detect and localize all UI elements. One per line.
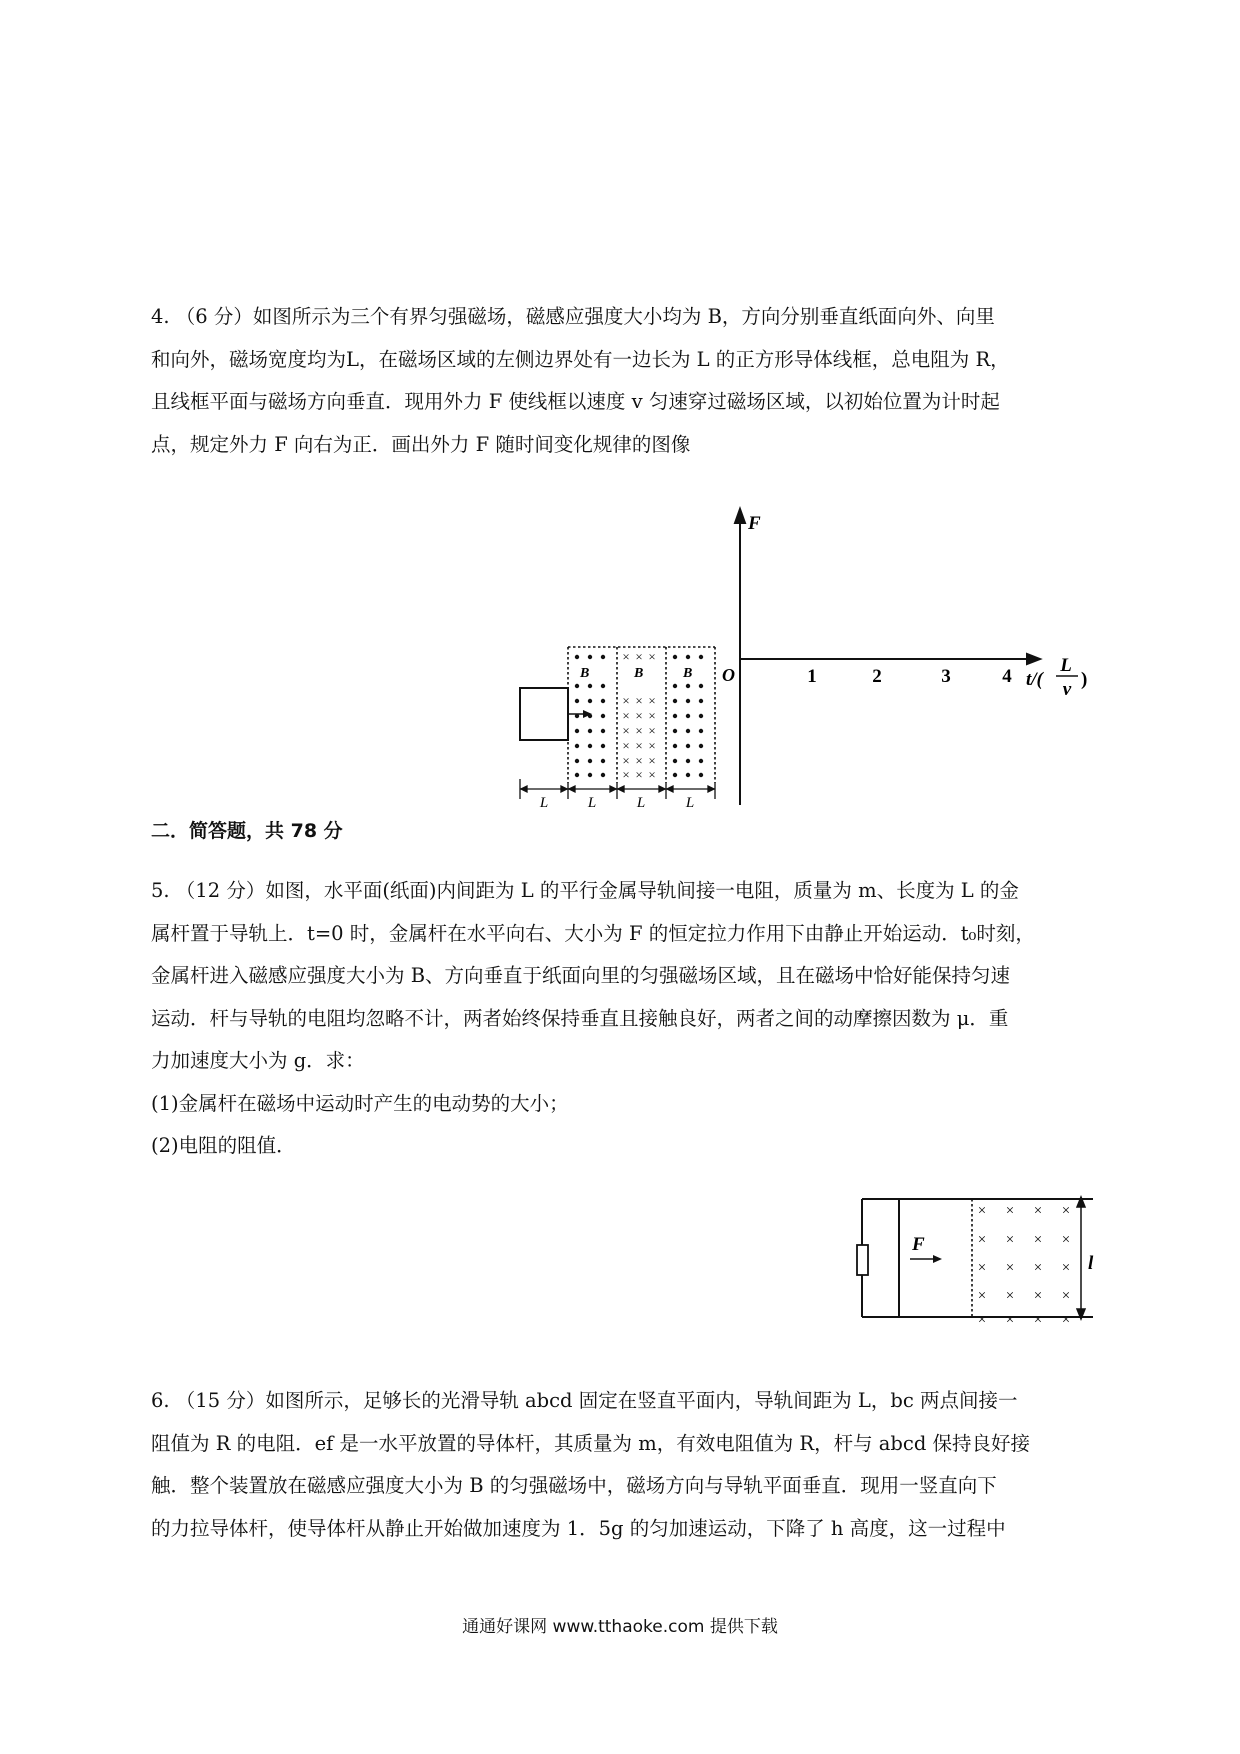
field-label-1: B <box>580 666 590 681</box>
x-tick-label: 3 <box>941 666 951 687</box>
svg-text:×: × <box>648 738 656 753</box>
svg-text:t/(: t/( <box>1026 669 1043 690</box>
svg-text:×: × <box>622 767 630 782</box>
footer-credit: 通通好课网 www.tthaoke.com 提供下载 <box>462 1617 778 1637</box>
svg-text:×: × <box>622 649 630 664</box>
field-label-3: B <box>683 666 693 681</box>
svg-text:×: × <box>1033 1203 1043 1219</box>
q4-figure <box>500 505 1120 815</box>
width-label: L <box>539 795 549 811</box>
svg-text:×: × <box>1005 1312 1015 1328</box>
svg-text:×: × <box>977 1232 987 1248</box>
q4-line: 且线框平面与磁场方向垂直．现用外力 F 使线框以速度 v 匀速穿过磁场区域，以初始位置为计时起 <box>151 390 1000 413</box>
width-label: L <box>685 795 695 811</box>
svg-text:): ) <box>1081 669 1088 690</box>
width-label: l <box>1088 1253 1094 1274</box>
q5-subquestion-2: (2)电阻的阻值． <box>151 1134 296 1157</box>
svg-text:×: × <box>977 1260 987 1276</box>
svg-text:×: × <box>977 1203 987 1219</box>
svg-text:×: × <box>648 693 656 708</box>
q5-figure <box>850 1185 1110 1335</box>
svg-text:×: × <box>648 723 656 738</box>
q6-line: 触．整个装置放在磁感应强度大小为 B 的匀强磁场中，磁场方向与导轨平面垂直．现用一竖直向下 <box>151 1474 997 1497</box>
width-label: L <box>636 795 646 811</box>
question-4-text <box>151 296 1091 466</box>
svg-text:×: × <box>1033 1288 1043 1304</box>
origin-label: O <box>722 665 735 685</box>
svg-text:×: × <box>622 708 630 723</box>
force-arrow <box>910 1255 942 1263</box>
svg-text:L: L <box>1060 655 1072 676</box>
svg-text:×: × <box>635 693 643 708</box>
q5-line: 运动．杆与导轨的电阻均忽略不计，两者始终保持垂直且接触良好，两者之间的动摩擦因数为 μ．重 <box>151 1006 1009 1030</box>
svg-text:×: × <box>635 649 643 664</box>
q5-line: 5. （12 分）如图，水平面(纸面)内间距为 L 的平行金属导轨间接一电阻，质量为 m、长度为 L 的金 <box>151 879 1019 902</box>
svg-text:×: × <box>648 767 656 782</box>
q6-line: 6. （15 分）如图所示，足够长的光滑导轨 abcd 固定在竖直平面内，导轨间距为 L，bc 两点间接一 <box>151 1389 1018 1412</box>
svg-text:×: × <box>1061 1203 1071 1219</box>
svg-text:×: × <box>1061 1312 1071 1328</box>
x-tick-label: 1 <box>807 666 817 687</box>
svg-text:×: × <box>635 753 643 768</box>
x-tick-label: 4 <box>1002 666 1012 687</box>
f-t-axes <box>735 509 1040 805</box>
svg-text:×: × <box>1061 1232 1071 1248</box>
force-label: F <box>912 1234 925 1255</box>
svg-text:×: × <box>635 738 643 753</box>
square-loop <box>520 688 568 740</box>
question-6-text <box>151 1380 1091 1550</box>
q4-line: 4. （6 分）如图所示为三个有界匀强磁场，磁感应强度大小均为 B，方向分别垂直纸面向外、向里 <box>151 305 995 328</box>
svg-text:×: × <box>1033 1260 1043 1276</box>
svg-text:×: × <box>635 723 643 738</box>
field-in-crosses <box>978 1203 1070 1328</box>
width-dimension <box>1077 1197 1085 1319</box>
q5-subquestion-1: (1)金属杆在磁场中运动时产生的电动势的大小； <box>151 1091 569 1115</box>
width-label: L <box>587 795 597 811</box>
svg-text:×: × <box>622 693 630 708</box>
resistor <box>857 1245 868 1275</box>
x-tick-label: 2 <box>872 666 882 687</box>
q4-line: 点，规定外力 F 向右为正．画出外力 F 随时间变化规律的图像 <box>151 432 691 456</box>
svg-text:×: × <box>1005 1232 1015 1248</box>
svg-text:×: × <box>622 753 630 768</box>
svg-text:×: × <box>1005 1288 1015 1304</box>
svg-text:×: × <box>1005 1203 1015 1219</box>
svg-text:×: × <box>1061 1260 1071 1276</box>
y-axis-label: F <box>748 513 761 534</box>
svg-text:×: × <box>622 723 630 738</box>
svg-text:×: × <box>622 738 630 753</box>
question-5-text <box>151 870 1091 1168</box>
svg-text:×: × <box>648 708 656 723</box>
field-label-2: B <box>634 666 644 681</box>
q5-line: 力加速度大小为 g．求： <box>151 1049 365 1072</box>
q4-line: 和向外，磁场宽度均为L，在磁场区域的左侧边界处有一边长为 L 的正方形导体线框，总电阻为 R， <box>151 347 1010 371</box>
svg-text:v: v <box>1062 679 1072 700</box>
svg-text:×: × <box>648 649 656 664</box>
svg-text:×: × <box>977 1312 987 1328</box>
svg-text:×: × <box>1005 1260 1015 1276</box>
svg-text:×: × <box>635 767 643 782</box>
q5-line: 属杆置于导轨上．t=0 时，金属杆在水平向右、大小为 F 的恒定拉力作用下由静止开始运动．t₀时刻， <box>151 921 1035 945</box>
svg-text:×: × <box>635 708 643 723</box>
svg-text:×: × <box>648 753 656 768</box>
svg-text:×: × <box>1033 1312 1043 1328</box>
section-heading: 二．简答题，共 78 分 <box>151 820 343 842</box>
q6-line: 阻值为 R 的电阻．ef 是一水平放置的导体杆，其质量为 m，有效电阻值为 R，杆与 abcd 保持良好接 <box>151 1431 1031 1455</box>
q5-line: 金属杆进入磁感应强度大小为 B、方向垂直于纸面向里的匀强磁场区域，且在磁场中恰好能保持匀速 <box>151 964 1011 987</box>
q6-line: 的力拉导体杆，使导体杆从静止开始做加速度为 1．5g 的匀加速运动，下降了 h 高度，这一过程中 <box>151 1516 1006 1540</box>
svg-text:×: × <box>1061 1288 1071 1304</box>
svg-text:×: × <box>1033 1232 1043 1248</box>
svg-text:×: × <box>977 1288 987 1304</box>
